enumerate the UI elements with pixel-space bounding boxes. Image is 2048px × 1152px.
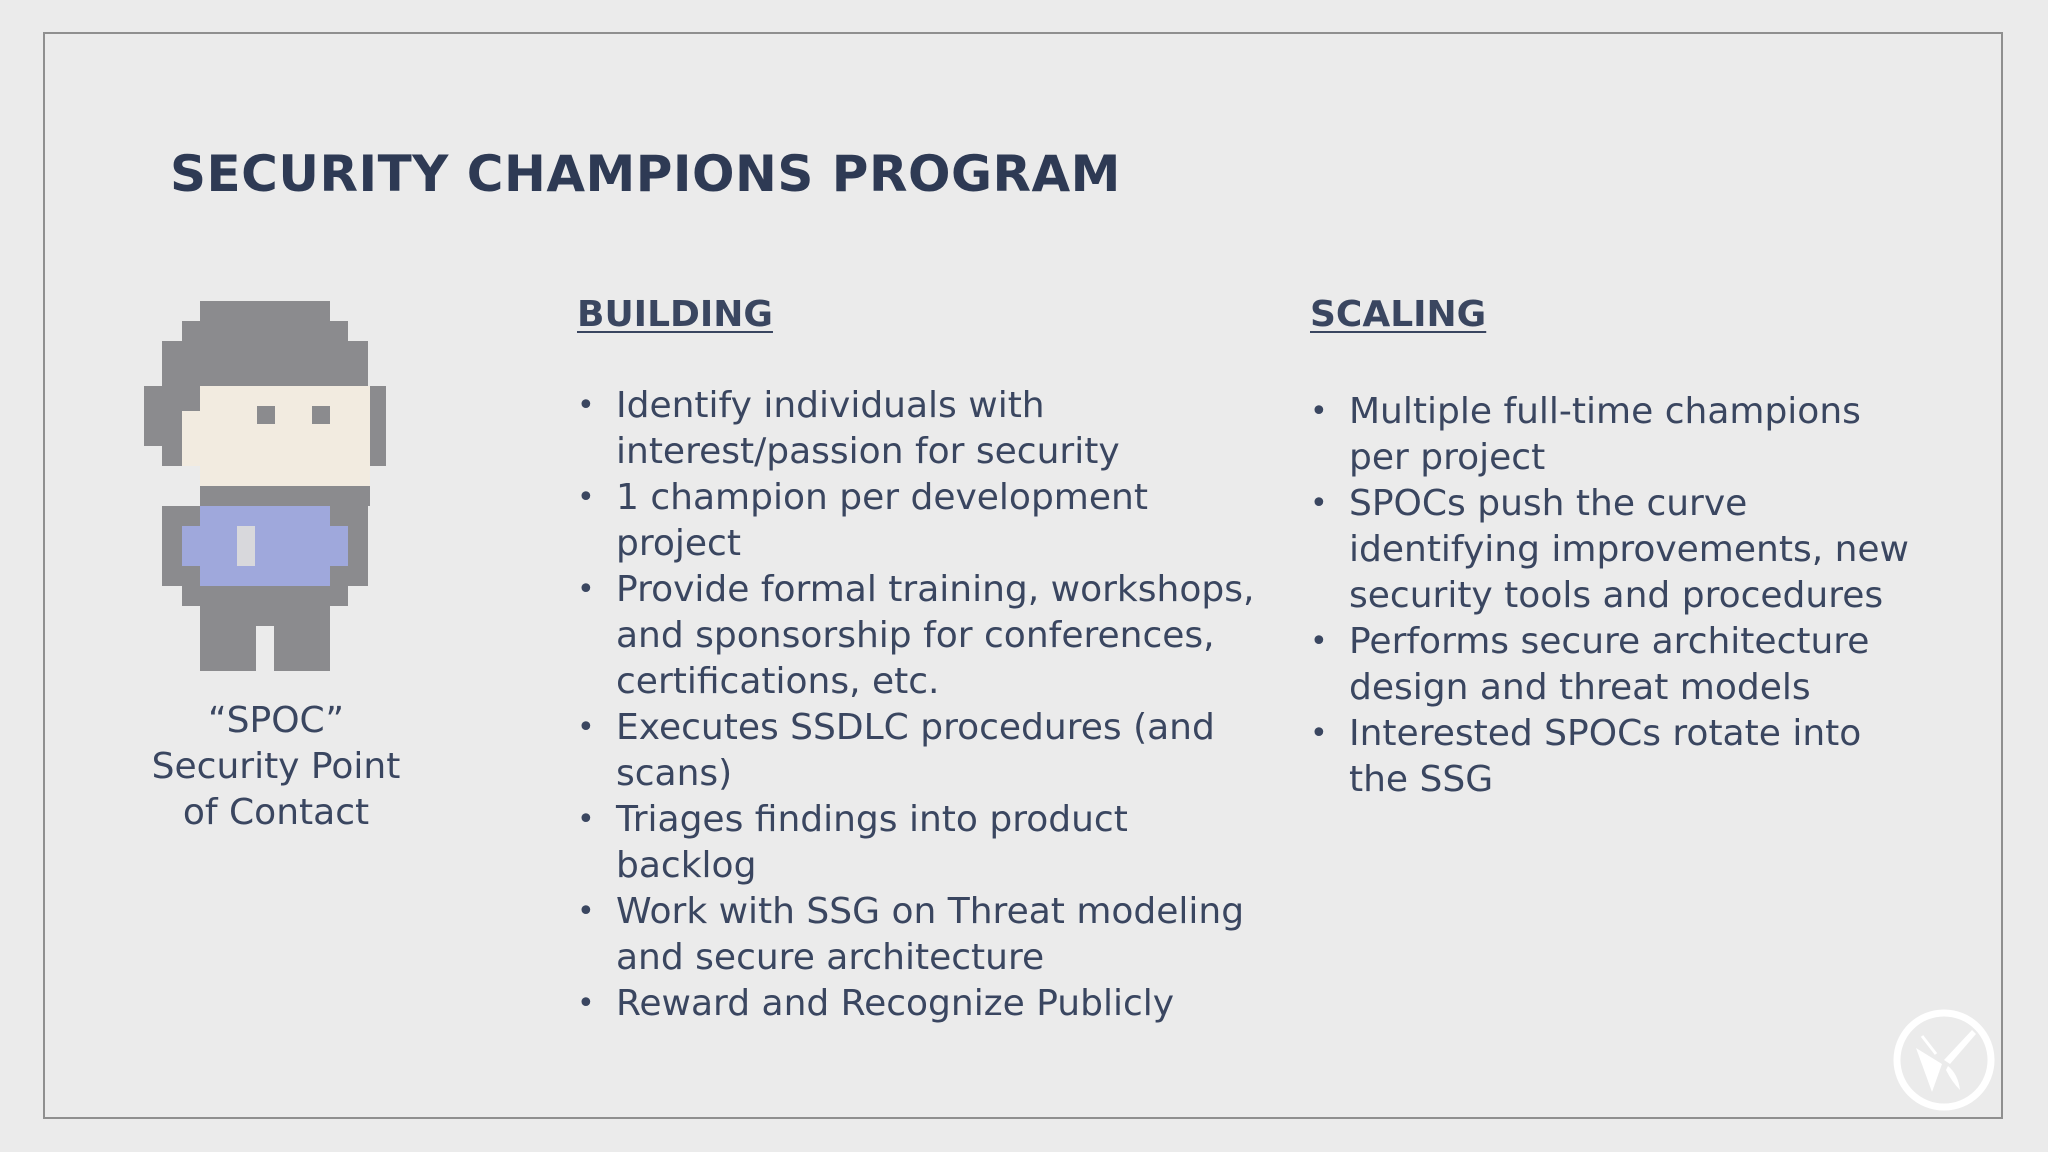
caption-line: Security Point [151, 746, 401, 787]
avatar-hair [162, 341, 368, 386]
building-heading: BUILDING [577, 294, 773, 335]
avatar-leg [200, 626, 256, 671]
bullet-dot-icon: • [577, 894, 595, 929]
bullet-line: SPOCs push the curve [1349, 483, 1748, 524]
bullet-line: Identify individuals with [616, 385, 1045, 426]
bullet-line: per project [1349, 437, 1546, 478]
avatar-face [162, 446, 182, 466]
bullet-line: Interested SPOCs rotate into [1349, 713, 1862, 754]
bullet-item [1310, 481, 1950, 619]
avatar-face [182, 446, 200, 466]
avatar-face [370, 386, 386, 466]
bullet-line: Executes SSDLC procedures (and [616, 707, 1215, 748]
avatar-eye [312, 406, 330, 424]
avatar-arm [162, 526, 182, 586]
bullet-dot-icon: • [577, 986, 595, 1021]
avatar-arm [330, 506, 368, 526]
bullet-line: backlog [616, 845, 757, 886]
bullet-line: certifications, etc. [616, 661, 940, 702]
bullet-item [577, 981, 1257, 1027]
bullet-line: Reward and Recognize Publicly [616, 983, 1175, 1024]
bullet-item [577, 475, 1257, 567]
bullet-line: the SSG [1349, 759, 1494, 800]
bullet-line: Work with SSG on Threat modeling [616, 891, 1245, 932]
bullet-dot-icon: • [577, 572, 595, 607]
bullet-item [1310, 389, 1950, 481]
caption-line: of Contact [182, 792, 370, 833]
avatar-face [200, 386, 370, 486]
bullet-dot-icon: • [577, 388, 595, 423]
slide-title: SECURITY CHAMPIONS PROGRAM [170, 145, 1121, 203]
bullet-dot-icon: • [1310, 624, 1328, 659]
avatar-hair [200, 301, 330, 321]
bullet-line: project [616, 523, 741, 564]
bullet-line: 1 champion per development [616, 477, 1148, 518]
avatar-badge [237, 526, 255, 566]
avatar-leg [274, 626, 330, 671]
bullet-item [1310, 619, 1950, 711]
bullet-dot-icon: • [1310, 394, 1328, 429]
bullet-line: interest/passion for security [616, 431, 1120, 472]
avatar-hair [182, 321, 348, 341]
owasp-wasp-logo-icon [1892, 1008, 1996, 1112]
bullet-item [1310, 711, 1950, 803]
bullet-item [577, 383, 1257, 475]
bullet-dot-icon: • [577, 710, 595, 745]
avatar-sleeve [330, 526, 348, 566]
bullet-item [577, 567, 1257, 705]
bullet-line: security tools and procedures [1349, 575, 1884, 616]
avatar-face [182, 411, 202, 446]
bullet-line: Performs secure architecture [1349, 621, 1870, 662]
building-list [577, 383, 1257, 1027]
bullet-item [577, 797, 1257, 889]
avatar-sleeve [182, 526, 200, 566]
bullet-line: Triages findings into product [616, 799, 1128, 840]
bullet-line: and sponsorship for conferences, [616, 615, 1215, 656]
bullet-line: identifying improvements, new [1349, 529, 1910, 570]
avatar-caption [120, 698, 432, 836]
bullet-item [577, 705, 1257, 797]
avatar-arm [162, 506, 200, 526]
bullet-line: Provide formal training, workshops, [616, 569, 1255, 610]
bullet-line: design and threat models [1349, 667, 1811, 708]
bullet-dot-icon: • [577, 480, 595, 515]
caption-line: “SPOC” [207, 700, 344, 741]
avatar-hand [182, 566, 200, 586]
bullet-line: and secure architecture [616, 937, 1045, 978]
bullet-dot-icon: • [1310, 486, 1328, 521]
avatar-shirt [200, 506, 330, 586]
bullet-dot-icon: • [577, 802, 595, 837]
bullet-item [577, 889, 1257, 981]
avatar-eye [257, 406, 275, 424]
avatar-hand [330, 566, 348, 586]
avatar-collar [200, 486, 370, 506]
bullet-line: scans) [616, 753, 733, 794]
avatar-pants [182, 586, 348, 606]
scaling-list [1310, 389, 1950, 803]
scaling-heading: SCALING [1310, 294, 1487, 335]
pixel-person-icon [144, 301, 386, 671]
avatar-pants [200, 606, 330, 626]
bullet-dot-icon: • [1310, 716, 1328, 751]
bullet-line: Multiple full-time champions [1349, 391, 1861, 432]
avatar-arm [348, 526, 368, 586]
